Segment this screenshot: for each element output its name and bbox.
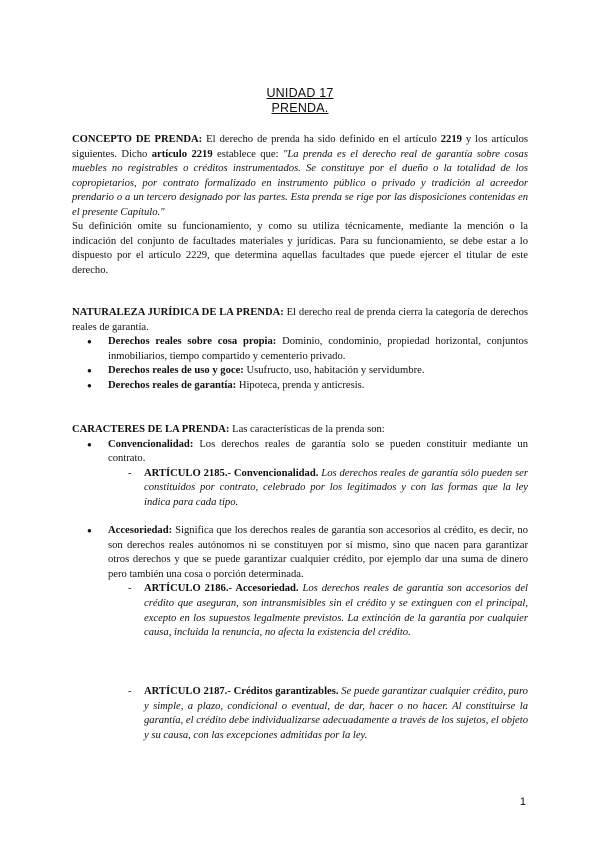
naturaleza-list (72, 335, 528, 393)
naturaleza-intro (72, 306, 528, 335)
article-2185 (108, 467, 528, 511)
sub-list-2 (72, 685, 528, 743)
unit-subtitle: PRENDA. (271, 101, 329, 115)
list-item-label: Derechos reales sobre cosa propia: (108, 336, 277, 348)
article-2186 (108, 582, 528, 640)
unit-title: UNIDAD 17 (266, 86, 334, 100)
page-number: 1 (519, 796, 526, 808)
caracteres-list (72, 438, 528, 511)
article-2187 (108, 685, 528, 743)
article-text: Se puede garantizar cualquier crédito, puro y simple, a plazo, condicional o eventual, de dar, hacer o no hacer. Al constituirse la garantía, el crédito debe individualizarse adecuadamente a través de los sujetos, el objeto y su causa, con las excepciones admitidas por la ley. (144, 686, 528, 741)
list-item (72, 379, 528, 394)
concepto-paragraph (72, 133, 528, 221)
concepto-heading: CONCEPTO DE PRENDA: (72, 134, 203, 145)
caracteres-section (72, 423, 528, 511)
article-text: Los derechos reales de garantía sólo pueden ser constituidos por contrato, celebrado por los legitimados y con las formas que la ley indica para cada tipo. (144, 467, 528, 508)
caracteres-heading: CARACTERES DE LA PRENDA: (72, 424, 230, 435)
naturaleza-intro-text: El derecho real de prenda cierra la categoría de derechos reales de garantía. (72, 307, 528, 333)
list-item-label: Derechos reales de garantía: (108, 379, 237, 391)
list-item (72, 364, 528, 379)
list-item-text: Usufructo, uso, habitación y servidumbre. (243, 365, 425, 377)
sub-list (108, 582, 528, 640)
article-label: ARTÍCULO 2185.- Convencionalidad. (144, 467, 319, 479)
sub-list (108, 467, 528, 511)
caracteres-intro (72, 423, 528, 438)
list-item-accesoriedad (72, 524, 528, 641)
list-item-convencionalidad (72, 438, 528, 511)
accesoriedad-section (72, 524, 528, 641)
list-item-label: Derechos reales de uso y goce: (108, 365, 244, 377)
list-item-text: Hipoteca, prenda y anticresis. (236, 379, 365, 391)
concepto-text-2: y los artículos siguientes. Dicho (72, 134, 529, 160)
article-label: ARTÍCULO 2187.- Créditos garantizables. (144, 686, 339, 697)
creditos-section (72, 685, 528, 743)
caracteres-intro-text: Las características de la prenda son: (229, 424, 385, 435)
list-item-text: Los derechos reales de garantía solo se pueden constituir mediante un contrato. (108, 438, 528, 465)
list-item-label: Accesoriedad: (108, 525, 173, 536)
list-item (72, 335, 528, 364)
list-item-label: Convencionalidad: (108, 438, 194, 450)
concepto-article-ref: 2219 (440, 134, 462, 145)
naturaleza-heading: NATURALEZA JURÍDICA DE LA PRENDA: (72, 307, 284, 318)
naturaleza-section (72, 306, 528, 394)
concepto-text-1: El derecho de prenda ha sido definido en el artículo (202, 134, 441, 145)
concepto-article-ref-2: artículo 2219 (151, 148, 213, 160)
concepto-paragraph-2: Su definición omite su funcionamiento, y como su utiliza técnicamente, mediante la mención o la indicación del conjunto de facultades materiales y jurídicas. Para su funcionamiento, se debe estar a lo dispuesto por el artículo 2229, que determina aquellas facultades que puede ejercer el titular de este derecho. (72, 221, 528, 276)
concepto-text-3: establece que: (212, 148, 283, 160)
concepto-quote: "La prenda es el derecho real de garantía sobre cosas muebles no registrables o créditos instrumentados. Se constituye por el dueño o la totalidad de los copropietarios, por contrato formalizado en instrumento público o privado y tradición al acreedor prendario o a un tercero designado por las partes. Esta prenda se rige por las disposiciones contenidas en el presente Capítulo." (72, 148, 528, 218)
article-label: ARTÍCULO 2186.- Accesoriedad. (144, 583, 299, 595)
list-item-text: Dominio, condominio, propiedad horizontal, conjuntos inmobiliarios, tiempo compartido y cementerio privado. (108, 336, 528, 362)
caracteres-list-2 (72, 524, 528, 641)
article-text: Los derechos reales de garantía son accesorios del crédito que aseguran, son intransmisibles sin el crédito y se extinguen con el principal, excepto en los supuestos legalmente previstos. La extinción de la garantía por cualquier causa, incluida la renuncia, no afecta la existencia del crédito. (144, 583, 528, 639)
list-item-text: Significa que los derechos reales de garantía son accesorios al crédito, es decir, no son derechos reales autónomos ni se constituyen por sí mismo, sino que nacen para garantizar otros derechos y que se puede garantizar cualquier crédito, por ejemplo dar una suma de dinero pero también una cosa o porción determinada. (108, 525, 528, 580)
